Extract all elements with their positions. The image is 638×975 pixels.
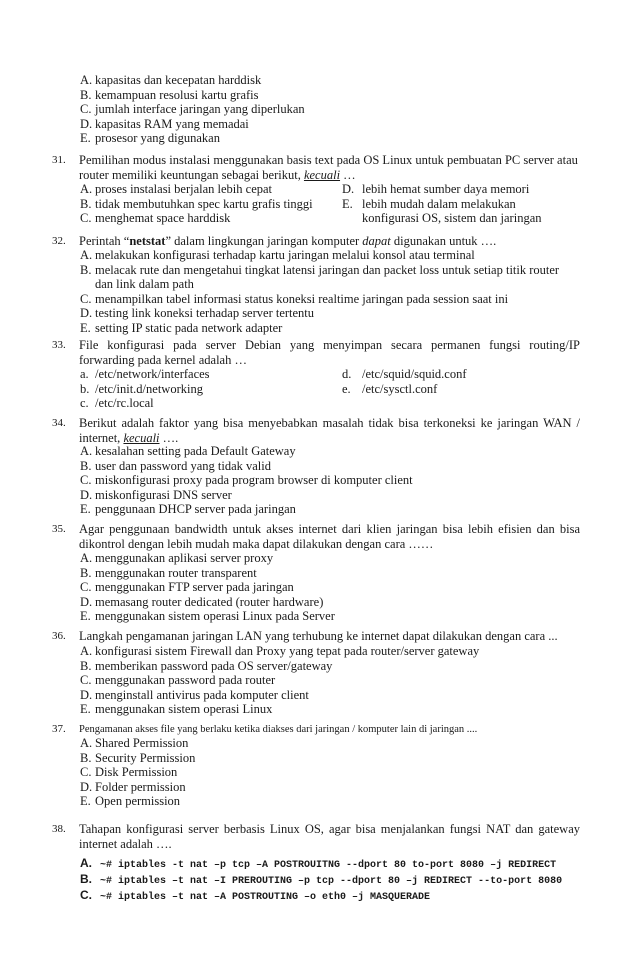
option-text: menginstall antivirus pada komputer client xyxy=(95,687,309,702)
option-left xyxy=(80,367,210,381)
option-key: D. xyxy=(80,687,93,702)
option-key: A. xyxy=(80,736,93,750)
option-text: miskonfigurasi DNS server xyxy=(95,487,232,502)
option-key: A. xyxy=(80,856,92,870)
option-text: /etc/sysctl.conf xyxy=(362,381,438,396)
option-key: B. xyxy=(80,750,92,765)
option-text: ~# iptables -t nat –p tcp –A POSTROUITNG --dport 80 to-port 8080 –j REDIRECT xyxy=(100,860,557,871)
option-key: B. xyxy=(80,262,92,277)
answer-option xyxy=(80,102,305,117)
question-text: Langkah pengamanan jaringan LAN yang terhubung ke internet dapat dilakukan dengan cara ... xyxy=(79,629,558,643)
option-left xyxy=(80,396,154,410)
answer-option xyxy=(80,765,195,780)
option-key: E. xyxy=(80,609,91,623)
option-text: memberikan password pada OS server/gateway xyxy=(95,658,333,673)
option-key: A. xyxy=(80,182,93,196)
q33-options xyxy=(80,367,580,411)
option-key: D. xyxy=(80,306,93,320)
option-key: D. xyxy=(80,116,93,131)
option-text: /etc/squid/squid.conf xyxy=(362,367,467,381)
option-key: E. xyxy=(80,702,91,716)
q34-options xyxy=(80,444,413,517)
answer-option xyxy=(80,502,413,517)
option-right xyxy=(342,182,529,197)
option-text: menghemat space harddisk xyxy=(95,211,231,225)
option-key: B. xyxy=(80,458,92,473)
question-32 xyxy=(52,234,580,249)
option-key: A. xyxy=(80,644,93,658)
option-text: menggunakan password pada router xyxy=(95,673,276,687)
answer-option xyxy=(80,551,335,566)
question-text: Perintah “netstat” dalam lingkungan jaringan komputer dapat digunakan untuk …. xyxy=(79,234,497,248)
option-key: A. xyxy=(80,248,93,262)
answer-option xyxy=(80,794,195,809)
option-right xyxy=(342,382,437,397)
option-text: Folder permission xyxy=(95,779,186,794)
option-text: /etc/init.d/networking xyxy=(95,381,203,396)
question-31 xyxy=(52,153,580,183)
answer-option xyxy=(80,871,562,887)
answer-option xyxy=(80,751,195,766)
question-text: Tahapan konfigurasi server berbasis Linux OS, agar bisa menjalankan fungsi NAT dan gateway internet adalah …. xyxy=(79,822,580,851)
answer-option xyxy=(80,306,559,321)
answer-option xyxy=(80,73,305,88)
question-number: 35. xyxy=(52,523,66,535)
option-text: menggunakan FTP server pada jaringan xyxy=(95,580,294,594)
question-text: File konfigurasi pada server Debian yang menyimpan secara permanen fungsi routing/IP forwarding pada kernel adalah … xyxy=(79,338,580,367)
answer-option xyxy=(80,131,305,146)
option-text: kapasitas RAM yang memadai xyxy=(95,116,249,131)
option-text: lebih mudah dalam melakukan xyxy=(362,196,516,211)
answer-option xyxy=(80,595,335,610)
question-38 xyxy=(52,822,580,852)
option-key: B. xyxy=(80,872,92,886)
q31-options xyxy=(80,182,580,226)
option-text: prosesor yang digunakan xyxy=(95,131,220,145)
answer-option-row xyxy=(80,367,580,382)
question-number: 37. xyxy=(52,723,66,735)
option-text: setting IP static pada network adapter xyxy=(95,320,283,335)
answer-option xyxy=(80,580,335,595)
question-number: 38. xyxy=(52,823,66,835)
option-key: E. xyxy=(80,502,91,516)
option-text: tidak membutuhkan spec kartu grafis tinggi xyxy=(95,196,313,211)
option-key: c. xyxy=(80,396,89,410)
answer-option-row xyxy=(80,182,580,197)
option-text: menggunakan aplikasi server proxy xyxy=(95,551,274,565)
answer-option xyxy=(80,444,413,459)
option-key: C. xyxy=(80,765,92,779)
option-text: miskonfigurasi proxy pada program browser di komputer client xyxy=(95,473,413,487)
option-key: C. xyxy=(80,673,92,687)
question-number: 33. xyxy=(52,339,66,351)
question-text: Berikut adalah faktor yang bisa menyebabkan masalah tidak bisa terkoneksi ke jaringan WAN / internet, kecuali …. xyxy=(79,416,580,445)
option-key: E. xyxy=(342,196,353,211)
option-text: melakukan konfigurasi terhadap kartu jaringan melalui konsol atau terminal xyxy=(95,248,475,262)
option-key: b. xyxy=(80,381,90,396)
question-number: 32. xyxy=(52,235,66,247)
option-key: E. xyxy=(80,794,91,808)
question-36 xyxy=(52,629,580,644)
q32-options xyxy=(80,248,559,335)
option-right xyxy=(342,367,467,382)
answer-option xyxy=(80,673,479,688)
answer-option xyxy=(80,459,413,474)
option-key: C. xyxy=(80,580,92,594)
option-key: D. xyxy=(80,594,93,609)
answer-option xyxy=(80,566,335,581)
option-text: Security Permission xyxy=(95,750,196,765)
question-35 xyxy=(52,522,580,552)
answer-option-row xyxy=(80,211,580,226)
question-34 xyxy=(52,416,580,446)
option-key: B. xyxy=(80,658,92,673)
answer-option xyxy=(80,117,305,132)
option-left xyxy=(80,197,313,211)
option-key: B. xyxy=(80,196,92,211)
q36-options xyxy=(80,644,479,717)
question-number: 31. xyxy=(52,154,66,166)
option-text: testing link koneksi terhadap server tertentu xyxy=(95,306,315,320)
option-left xyxy=(80,211,230,225)
question-text: Pengamanan akses file yang berlaku ketika diakses dari jaringan / komputer lain di jaringan .... xyxy=(79,724,478,735)
option-key: A. xyxy=(80,551,93,565)
q38-options xyxy=(80,855,562,903)
option-key: D. xyxy=(342,182,355,196)
option-left xyxy=(80,182,272,196)
question-number: 36. xyxy=(52,630,66,642)
answer-option xyxy=(80,887,562,903)
option-text: Shared Permission xyxy=(95,736,189,750)
answer-option-row xyxy=(80,197,580,212)
option-right xyxy=(342,197,516,212)
answer-option xyxy=(80,688,479,703)
option-text: melacak rute dan mengetahui tingkat latensi jaringan dan packet loss untuk setiap titik router xyxy=(95,262,560,277)
option-text: konfigurasi sistem Firewall dan Proxy yang tepat pada router/server gateway xyxy=(95,644,480,658)
option-key: A. xyxy=(80,73,93,87)
option-key: D. xyxy=(80,779,93,794)
option-key: E. xyxy=(80,131,91,145)
option-key: a. xyxy=(80,367,89,381)
answer-option xyxy=(80,780,195,795)
q37-options xyxy=(80,736,195,809)
answer-option xyxy=(80,292,559,307)
option-left xyxy=(80,382,203,396)
option-key: D. xyxy=(80,487,93,502)
answer-option xyxy=(80,473,413,488)
option-text: menampilkan tabel informasi status koneksi realtime jaringan pada session saat ini xyxy=(95,291,509,306)
option-text: konfigurasi OS, sistem dan jaringan xyxy=(362,211,542,225)
question-33 xyxy=(52,338,580,368)
option-text: user dan password yang tidak valid xyxy=(95,458,272,473)
question-number: 34. xyxy=(52,417,66,429)
option-text: menggunakan sistem operasi Linux pada Server xyxy=(95,609,335,623)
option-key: C. xyxy=(80,473,92,487)
option-text: kesalahan setting pada Default Gateway xyxy=(95,444,296,458)
option-text: lebih hemat sumber daya memori xyxy=(362,182,530,196)
option-text: memasang router dedicated (router hardware) xyxy=(95,594,324,609)
answer-option xyxy=(80,609,335,624)
option-text: Disk Permission xyxy=(95,765,178,779)
answer-option-row xyxy=(80,396,580,411)
option-key: d. xyxy=(342,367,352,381)
answer-option xyxy=(80,88,305,103)
answer-option xyxy=(80,736,195,751)
option-text: penggunaan DHCP server pada jaringan xyxy=(95,502,296,516)
answer-option xyxy=(80,321,559,336)
option-text: dan link dalam path xyxy=(95,277,194,291)
option-text: ~# iptables –t nat –A POSTROUTING –o eth0 –j MASQUERADE xyxy=(100,892,431,903)
answer-option xyxy=(80,702,479,717)
option-key: C. xyxy=(80,211,92,225)
option-text: jumlah interface jaringan yang diperlukan xyxy=(95,102,305,116)
option-key: A. xyxy=(80,444,93,458)
answer-option xyxy=(80,659,479,674)
answer-option xyxy=(80,248,559,263)
option-text: /etc/rc.local xyxy=(95,396,154,410)
question-37 xyxy=(52,722,580,737)
option-text: Open permission xyxy=(95,794,181,808)
answer-option xyxy=(80,644,479,659)
option-right xyxy=(342,211,542,226)
answer-option xyxy=(80,263,559,278)
q35-options xyxy=(80,551,335,624)
answer-option-row xyxy=(80,382,580,397)
option-text: menggunakan router transparent xyxy=(95,565,257,580)
option-right xyxy=(342,396,362,411)
option-text: menggunakan sistem operasi Linux xyxy=(95,702,273,716)
option-key: C. xyxy=(80,888,92,902)
answer-option xyxy=(80,855,562,871)
answer-option xyxy=(80,488,413,503)
option-key: B. xyxy=(80,565,92,580)
option-text: proses instalasi berjalan lebih cepat xyxy=(95,182,273,196)
option-text: kapasitas dan kecepatan harddisk xyxy=(95,73,262,87)
option-key: B. xyxy=(80,87,92,102)
option-key: C. xyxy=(80,291,92,306)
question-text: Agar penggunaan bandwidth untuk akses internet dari klien jaringan bisa lebih efisien dan bisa dikontrol dengan lebih mudah maka dapat dilakukan dengan cara …… xyxy=(79,522,580,551)
option-key: e. xyxy=(342,381,351,396)
option-text: /etc/network/interfaces xyxy=(95,367,210,381)
option-text: ~# iptables –t nat –I PREROUTING –p tcp --dport 80 –j REDIRECT --to-port 8080 xyxy=(100,876,563,887)
option-key: C. xyxy=(80,102,92,116)
answer-option xyxy=(80,277,559,292)
option-key: E. xyxy=(80,320,91,335)
question-text: Pemilihan modus instalasi menggunakan basis text pada OS Linux untuk pembuatan PC server atau router memiliki keuntungan sebagai berikut, kecuali … xyxy=(79,153,578,182)
q30-options xyxy=(80,73,305,146)
option-text: kemampuan resolusi kartu grafis xyxy=(95,87,259,102)
